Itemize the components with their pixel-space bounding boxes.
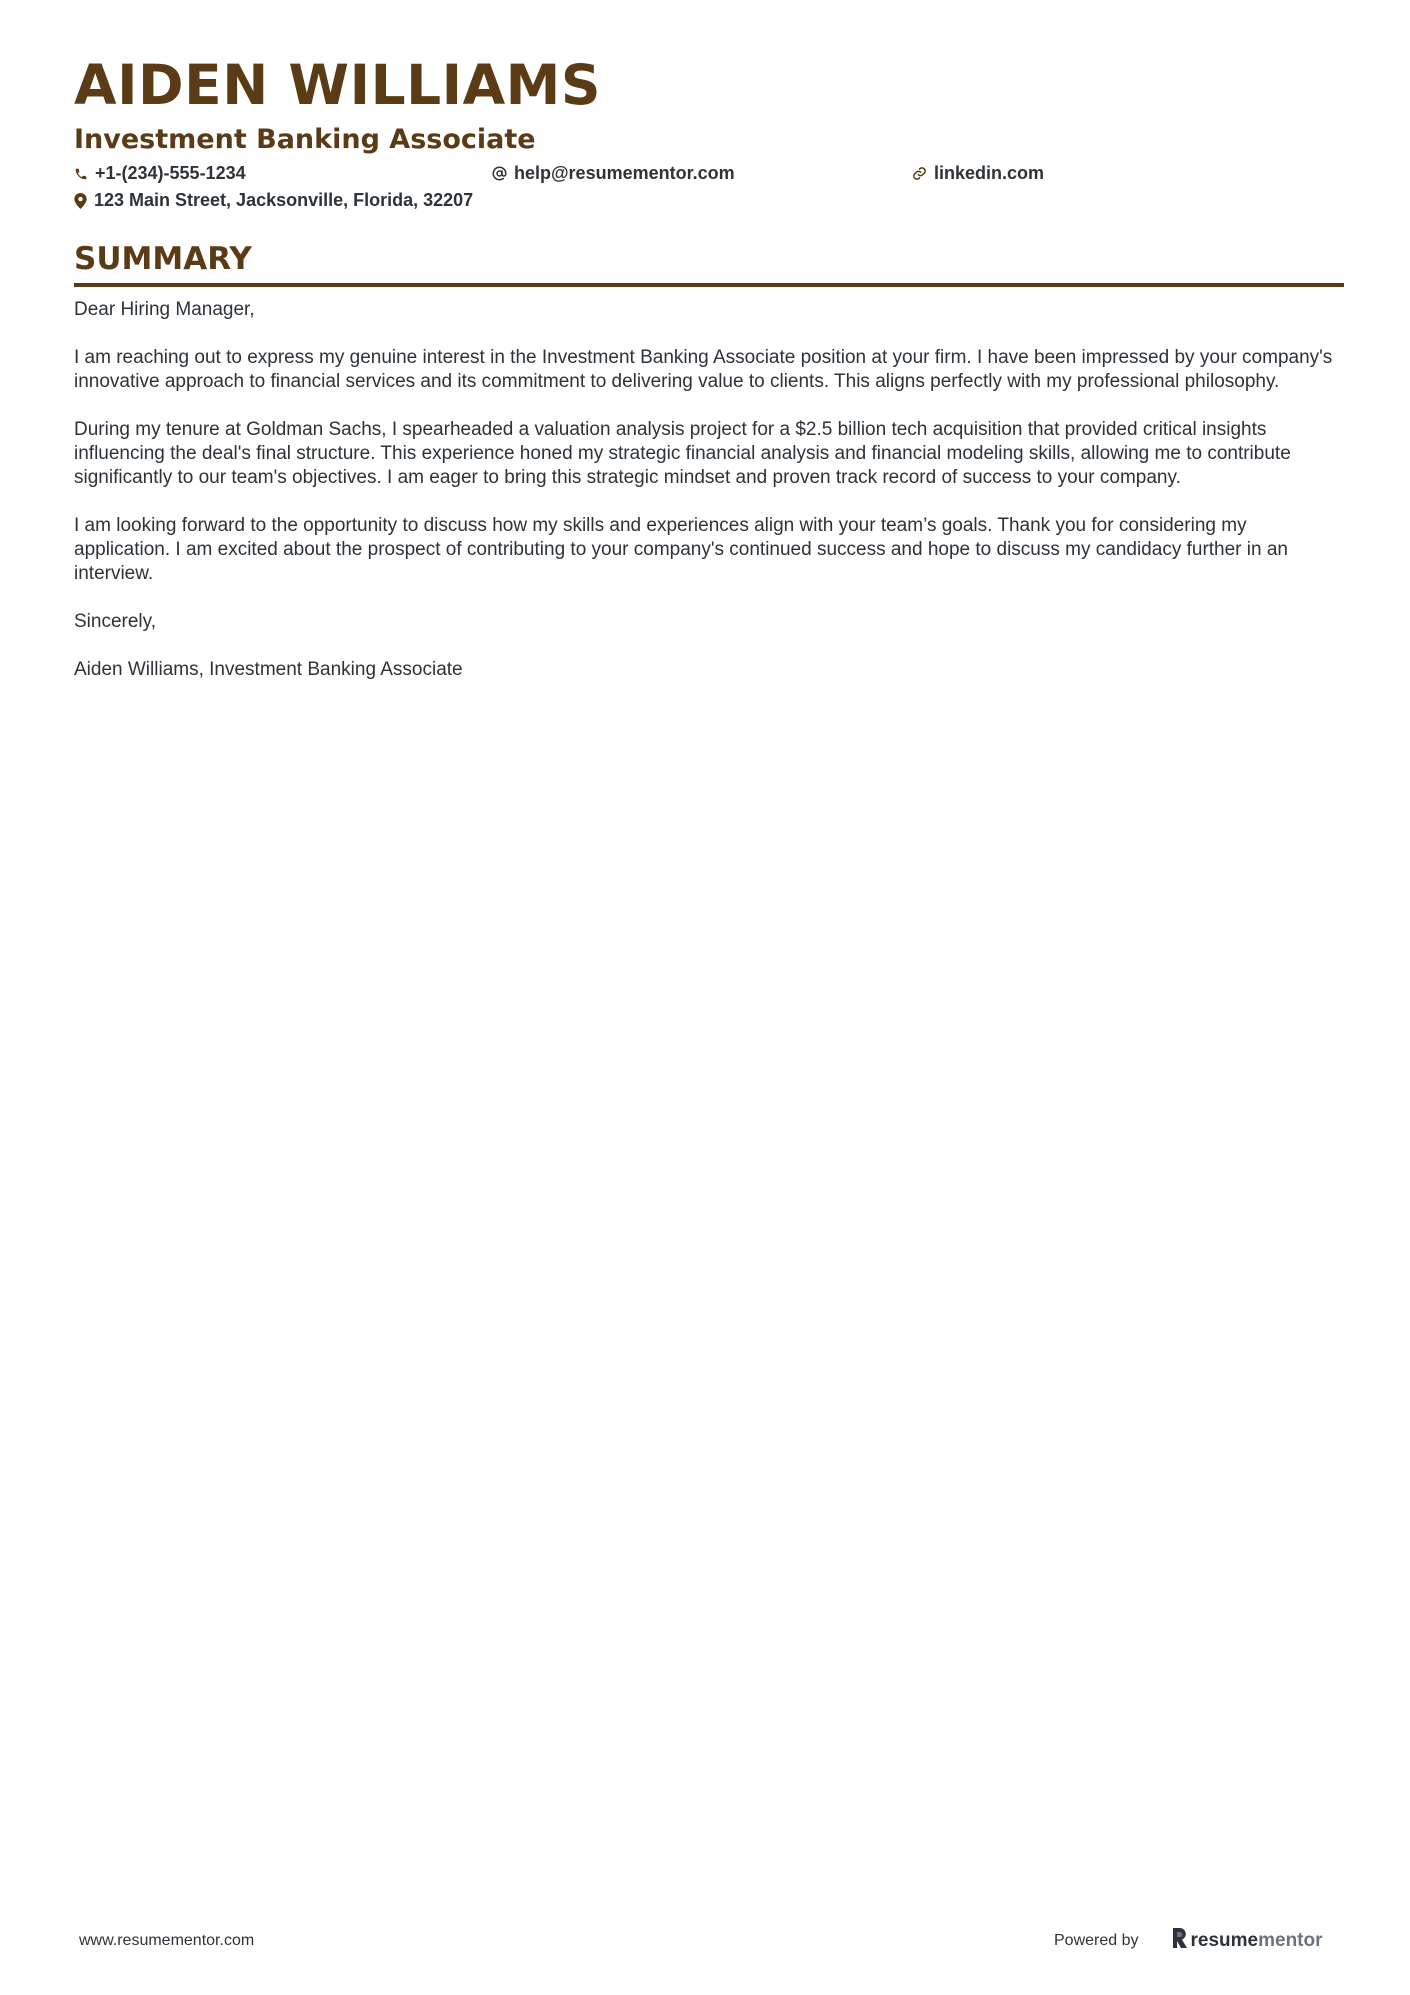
email-text[interactable]: help@resumementor.com [514, 163, 735, 183]
sign-off: Sincerely, [74, 611, 157, 632]
paragraph-intro: I am reaching out to express my genuine interest in the Investment Banking Associate position at your firm. I have been impressed by your company's innovative approach to financial services and its commitment to delivering value to clients. This aligns perfectly with my professional philosophy. [74, 347, 1333, 392]
phone-icon [74, 167, 88, 181]
cover-letter-body [74, 298, 1344, 706]
brand-text-mentor: mentor [1258, 1930, 1323, 1951]
contact-linkedin [912, 163, 1044, 184]
brand-text-resume: resume [1190, 1930, 1259, 1951]
footer-website[interactable]: www.resumementor.com [79, 1932, 255, 1949]
section-title-summary: SUMMARY [74, 241, 252, 277]
footer-branding [1054, 1928, 1323, 1954]
contact-email [492, 163, 735, 184]
candidate-name: AIDEN WILLIAMS [74, 53, 602, 117]
candidate-role: Investment Banking Associate [74, 124, 536, 155]
signature: Aiden Williams, Investment Banking Associate [74, 659, 463, 680]
brand-logo[interactable] [1171, 1928, 1323, 1954]
link-icon [912, 166, 927, 181]
at-icon [492, 166, 507, 181]
contact-address [74, 190, 473, 211]
section-divider [74, 283, 1344, 287]
brand-mark-icon [1171, 1928, 1187, 1954]
location-pin-icon [74, 193, 87, 209]
contact-phone [74, 163, 246, 184]
paragraph-closing: I am looking forward to the opportunity to discuss how my skills and experiences align with your team’s goals. Thank you for considering my application. I am excited about the prospect of contributing to your company's continued success and hope to discuss my candidacy further in an interview. [74, 515, 1288, 584]
address-text: 123 Main Street, Jacksonville, Florida, 32207 [94, 190, 474, 210]
phone-text: +1-(234)-555-1234 [95, 163, 246, 183]
paragraph-experience: During my tenure at Goldman Sachs, I spearheaded a valuation analysis project for a $2.5 billion tech acquisition that provided critical insights influencing the deal's final structure. This experience honed my strategic financial analysis and financial modeling skills, allowing me to contribute significantly to our team's objectives. I am eager to bring this strategic mindset and proven track record of success to your company. [74, 419, 1291, 488]
linkedin-text[interactable]: linkedin.com [934, 163, 1045, 183]
salutation: Dear Hiring Manager, [74, 299, 255, 320]
powered-by-label: Powered by [1054, 1932, 1139, 1949]
